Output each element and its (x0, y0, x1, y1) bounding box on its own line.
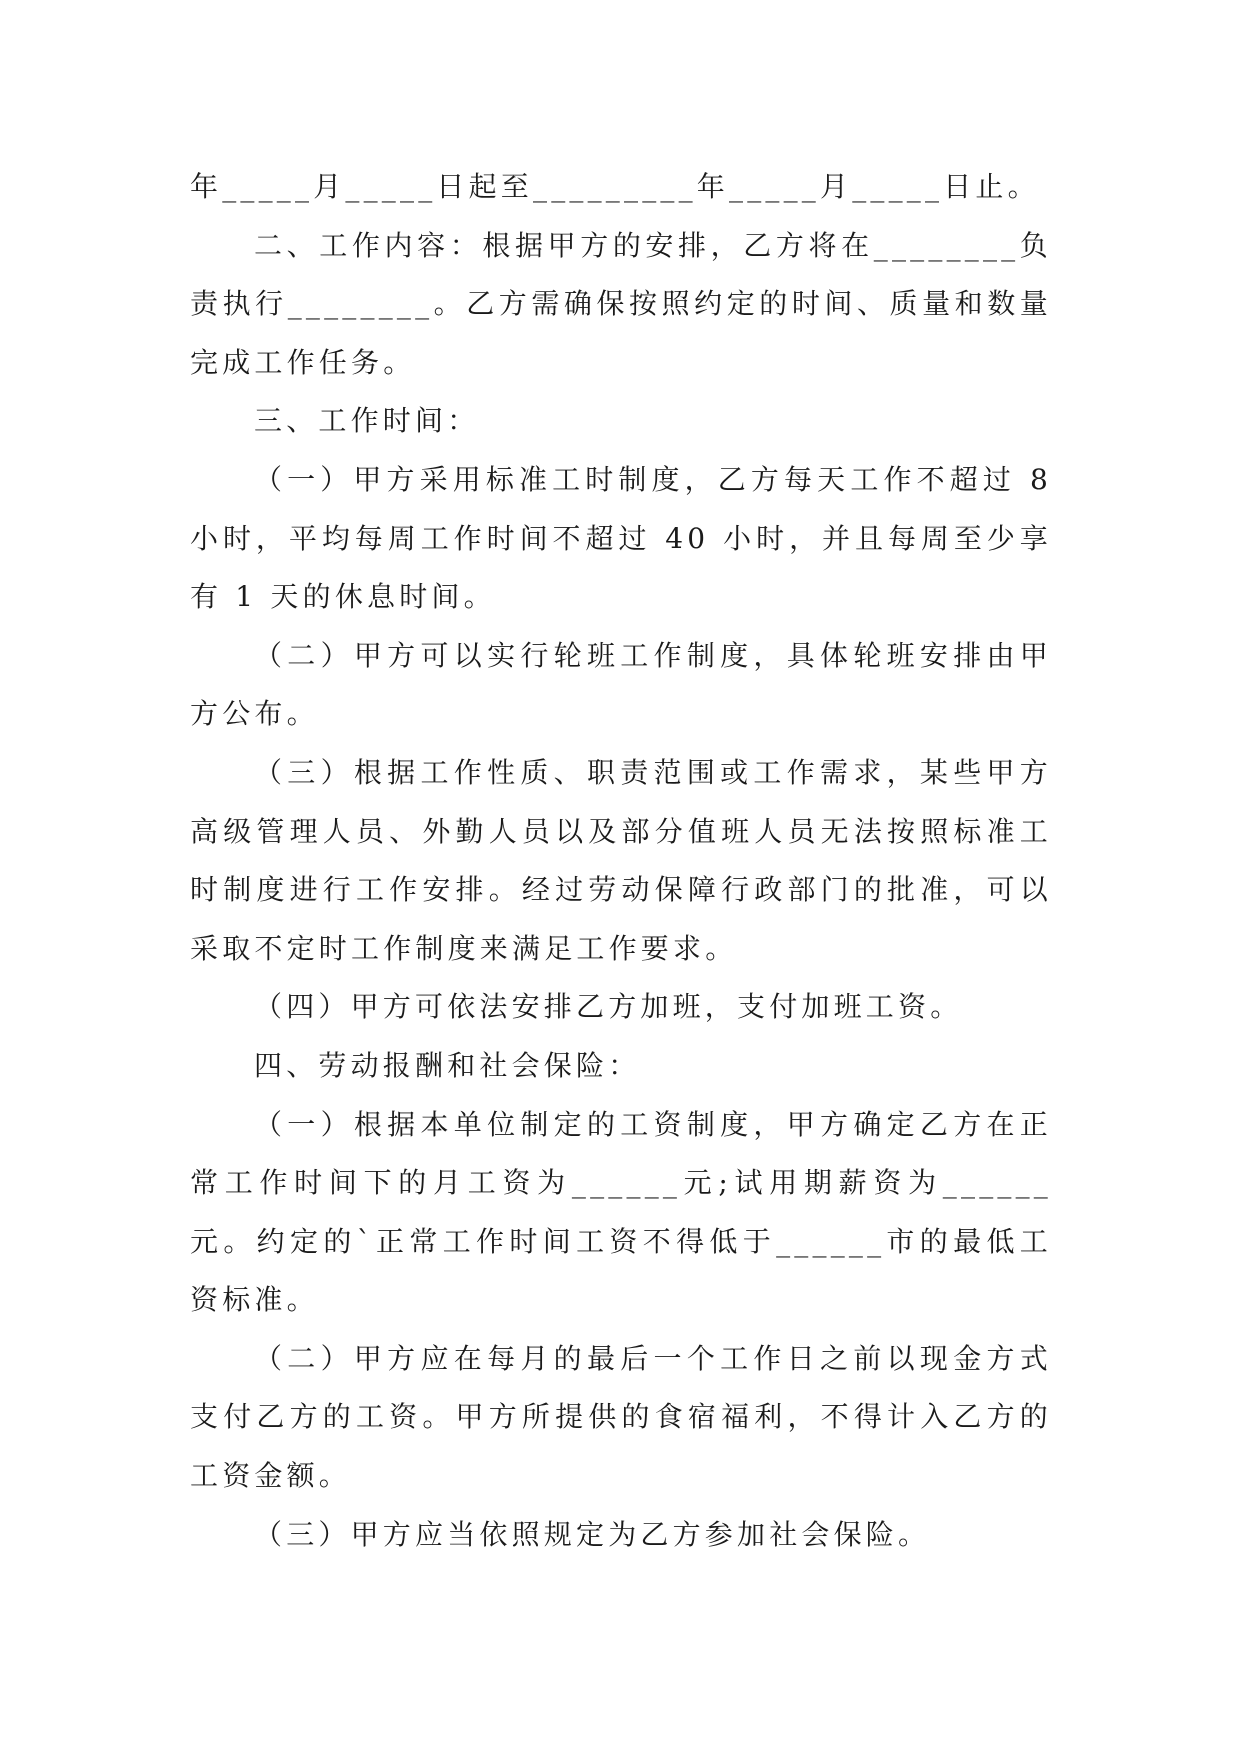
contract-text-body (190, 158, 1052, 1564)
section-heading-remuneration: 四、劳动报酬和社会保险： (254, 1048, 641, 1082)
date-range-line: 年_____月_____日起至_________年_____月_____日止。 (190, 170, 1040, 203)
work-time-clause-2: （二）甲方可以实行轮班工作制度，具体轮班安排由甲方公布。 (190, 638, 1052, 731)
section-heading-work-time: 三、工作时间： (254, 404, 480, 438)
remuneration-clause-1: （一）根据本单位制定的工资制度，甲方确定乙方在正常工作时间下的月工资为______元;试用期薪资为______元。约定的`正常工作时间工资不得低于______市的最低工资标准。 (190, 1107, 1052, 1317)
work-time-clause-3: （三）根据工作性质、职责范围或工作需求，某些甲方高级管理人员、外勤人员以及部分值班人员无法按照标准工时制度进行工作安排。经过劳动保障行政部门的批准，可以采取不定时工作制度来满足工作要求。 (190, 755, 1052, 965)
remuneration-clause-2: （二）甲方应在每月的最后一个工作日之前以现金方式支付乙方的工资。甲方所提供的食宿福利，不得计入乙方的工资金额。 (190, 1341, 1052, 1493)
remuneration-clause-3: （三）甲方应当依照规定为乙方参加社会保险。 (254, 1517, 931, 1551)
section-work-content: 二、工作内容：根据甲方的安排，乙方将在________负责执行________。乙方需确保按照约定的时间、质量和数量完成工作任务。 (190, 228, 1052, 379)
work-time-clause-1: （一）甲方采用标准工时制度，乙方每天工作不超过 8 小时，平均每周工作时间不超过 40 小时，并且每周至少享有 1 天的休息时间。 (190, 462, 1052, 614)
work-time-clause-4: （四）甲方可依法安排乙方加班，支付加班工资。 (254, 990, 963, 1024)
